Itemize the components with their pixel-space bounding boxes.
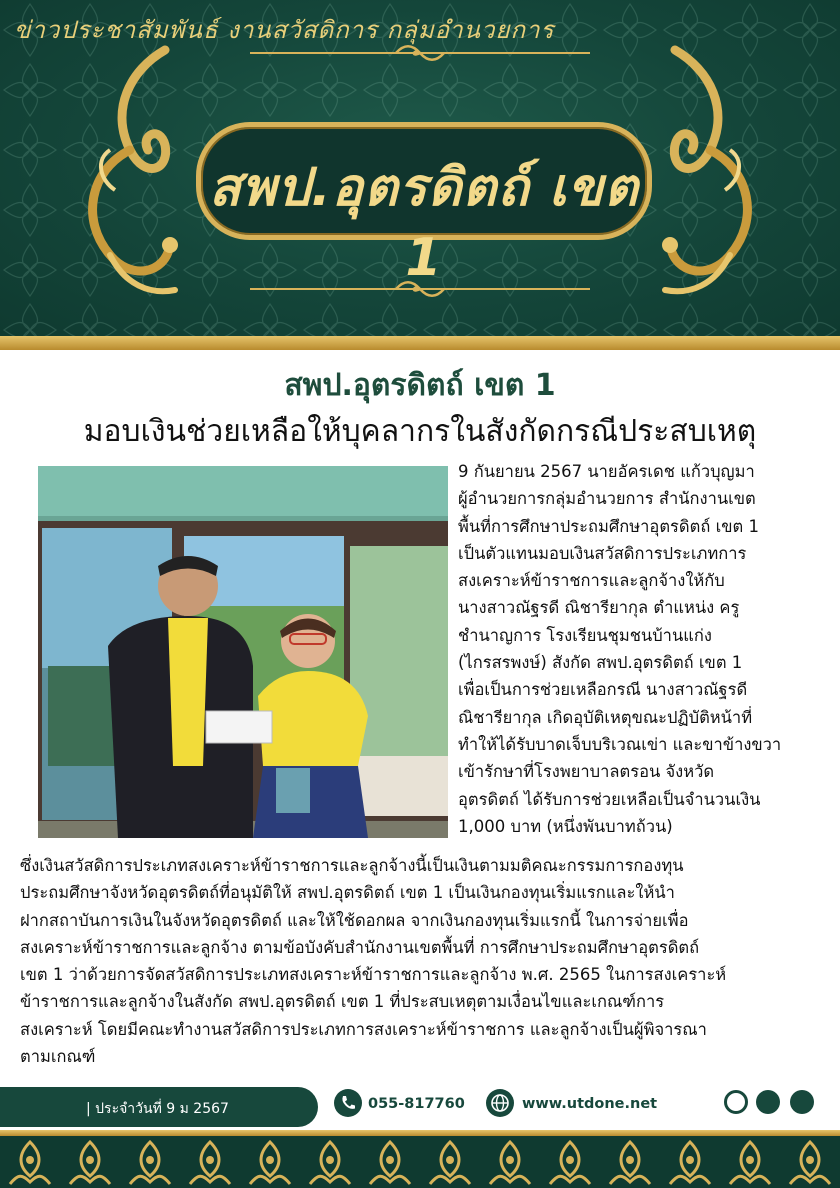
globe-icon — [486, 1089, 514, 1117]
text-line: ข้าราชการและลูกจ้างในสังกัด สพป.อุตรดิตถ์ เขต 1 ที่ประสบเหตุตามเงื่อนไขและเกณฑ์การ — [20, 992, 665, 1012]
phone-icon — [334, 1089, 362, 1117]
text-line: พื้นที่การศึกษาประถมศึกษาอุตรดิตถ์ เขต 1 — [458, 516, 759, 536]
text-line: เป็นตัวแทนมอบเงินสวัสดิการประเภทการ — [458, 543, 747, 563]
dot-filled — [790, 1090, 814, 1114]
article-paragraph-2 — [20, 852, 826, 1070]
text-line: นางสาวณัฐรดี ณิชารียากุล ตำแหน่ง ครู — [458, 598, 740, 618]
text-line: ฝากสถาบันการเงินในจังหวัดอุตรดิตถ์ และให้ใช้ดอกผล จากเงินกองทุนเริ่มแรกนี้ ในการจ่ายเพื่อ — [20, 910, 689, 930]
text-line: เพื่อเป็นการช่วยเหลือกรณี นางสาวณัฐรดี — [458, 680, 748, 700]
text-line: ประถมศึกษาจังหวัดอุตรดิตถ์ที่อนุมัติให้ สพป.อุตรดิตถ์ เขต 1 เป็นเงินกองทุนเริ่มแรกและให้นำ — [20, 883, 675, 903]
footer-date: | ประจำวันที่ 9 ม 2567 — [86, 1101, 229, 1117]
text-line: เขต 1 ว่าด้วยการจัดสวัสดิการประเภทสงเคราะห์ข้าราชการและลูกจ้าง พ.ศ. 2565 ในการสงเคราะห์ — [20, 965, 727, 985]
gold-flourish-left — [70, 40, 190, 300]
text-line: อุตรดิตถ์ ได้รับการช่วยเหลือเป็นจำนวนเงิน — [458, 789, 761, 809]
photo-illustration — [38, 466, 448, 838]
dot-filled — [756, 1090, 780, 1114]
text-line: สงเคราะห์ข้าราชการและลูกจ้างให้กับ — [458, 571, 725, 591]
article-subheadline: มอบเงินช่วยเหลือให้บุคลากรในสังกัดกรณีประสบเหตุ — [83, 414, 757, 449]
text-line: 9 กันยายน 2567 นายอัครเดช แก้วบุญมา — [458, 462, 755, 481]
gold-band — [0, 336, 840, 350]
text-line: 1,000 บาท (หนึ่งพันบาทถ้วน) — [458, 816, 673, 836]
header-title: สพป.อุตรดิตถ์ เขต 1 — [209, 158, 639, 288]
text-line: ซึ่งเงินสวัสดิการประเภทสงเคราะห์ข้าราชการและลูกจ้างนี้เป็นเงินตามมติคณะกรรมการกองทุน — [20, 856, 684, 875]
title-pill — [196, 122, 652, 288]
dot-outline — [724, 1090, 748, 1114]
article-headline: สพป.อุตรดิตถ์ เขต 1 — [284, 368, 556, 403]
text-line: ผู้อำนวยการกลุ่มอำนวยการ สำนักงานเขต — [458, 489, 756, 509]
event-photo — [38, 466, 448, 838]
text-line: สงเคราะห์ข้าราชการและลูกจ้าง ตามข้อบังคับสำนักงานเขตพื้นที่ การศึกษาประถมศึกษาอุตรดิตถ์ — [20, 937, 700, 957]
text-line: ชำนาญการ โรงเรียนชุมชนบ้านแก่ง — [458, 625, 712, 645]
text-line: (ไกรสรพงษ์) สังกัด สพป.อุตรดิตถ์ เขต 1 — [458, 653, 743, 673]
scroll-ornament-bottom — [392, 278, 448, 300]
text-line: ตามเกณฑ์ — [20, 1047, 96, 1067]
text-line: ทำให้ได้รับบาดเจ็บบริเวณเข่า และขาข้างขวา — [458, 734, 782, 754]
gold-flourish-right — [650, 40, 770, 300]
header-caption: ข่าวประชาสัมพันธ์ งานสวัสดิการ กลุ่มอำนวยการ — [14, 16, 555, 44]
footer-website[interactable]: www.utdone.net — [522, 1096, 658, 1112]
header-banner — [0, 0, 840, 336]
footer-pattern-strip — [0, 1136, 840, 1188]
text-line: เข้ารักษาที่โรงพยาบาลตรอน จังหวัด — [458, 762, 715, 782]
footer-phone[interactable]: 055-817760 — [368, 1096, 465, 1112]
text-line: ณิชารียากุล เกิดอุบัติเหตุขณะปฏิบัติหน้าที่ — [458, 707, 753, 727]
text-line: สงเคราะห์ โดยมีคณะทำงานสวัสดิการประเภทการสงเคราะห์ข้าราชการ และลูกจ้างเป็นผู้พิจารณา — [20, 1019, 707, 1039]
scroll-ornament-top — [392, 42, 448, 64]
article-paragraph-1 — [458, 458, 828, 840]
